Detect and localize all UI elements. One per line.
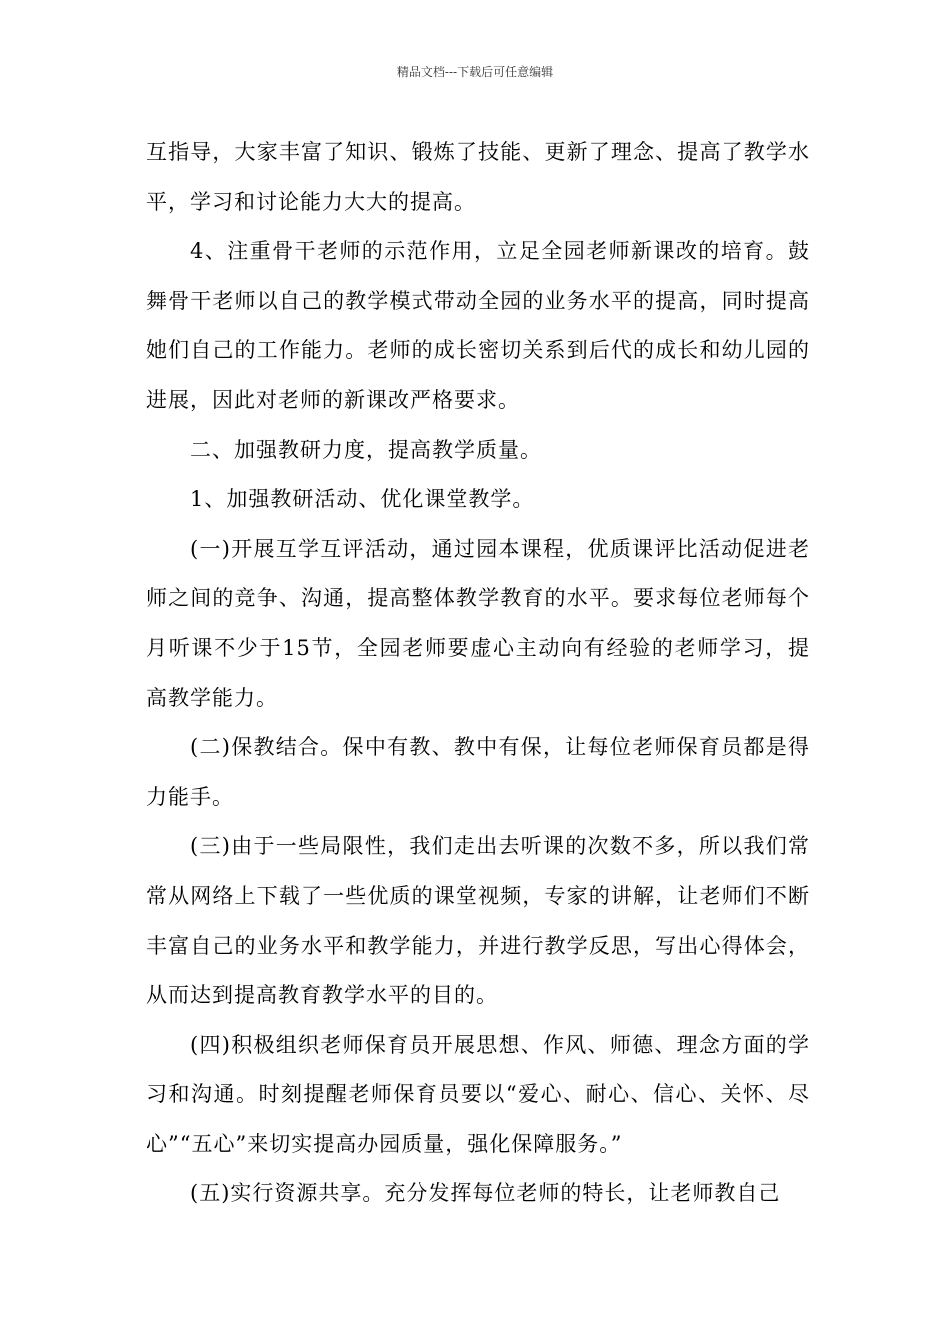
document-body xyxy=(146,128,810,1219)
paragraph-1: 互指导，大家丰富了知识、锻炼了技能、更新了理念、提高了教学水平，学习和讨论能力大大的提高。 xyxy=(146,140,810,214)
paragraph-2: 4、注重骨干老师的示范作用，立足全园老师新课改的培育。鼓舞骨干老师以自己的教学模式带动全园的业务水平的提高，同时提高她们自己的工作能力。老师的成长密切关系到后代的成长和幼儿园的进展，因此对老师的新课改严格要求。 xyxy=(146,239,810,412)
paragraph-item-1: (一)开展互学互评活动，通过园本课程，优质课评比活动促进老师之间的竞争、沟通，提高整体教学教育的水平。要求每位老师每个月听课不少于15节，全园老师要虚心主动向有经验的老师学习，提高教学能力。 xyxy=(146,536,810,710)
page-header: 精品文档---下载后可任意编辑 xyxy=(396,65,554,79)
paragraph-item-4: (四)积极组织老师保育员开展思想、作风、师德、理念方面的学习和沟通。时刻提醒老师保育员要以“爱心、耐心、信心、关怀、尽心”“五心”来切实提高办园质量，强化保障服务。” xyxy=(146,1032,810,1156)
section-heading-2: 二、加强教研力度，提高教学质量。 xyxy=(190,437,542,462)
paragraph-item-3: (三)由于一些局限性，我们走出去听课的次数不多，所以我们常常从网络上下载了一些优质的课堂视频，专家的讲解，让老师们不断丰富自己的业务水平和教学能力，并进行教学反思，写出心得体会，从而达到提高教育教学水平的目的。 xyxy=(146,834,810,1008)
paragraph-item-2: (二)保教结合。保中有教、教中有保，让每位老师保育员都是得力能手。 xyxy=(146,735,810,809)
paragraph-item-5: (五)实行资源共享。充分发挥每位老师的特长，让老师教自己 xyxy=(190,1181,781,1206)
subsection-heading-1: 1、加强教研活动、优化课堂教学。 xyxy=(190,487,535,512)
